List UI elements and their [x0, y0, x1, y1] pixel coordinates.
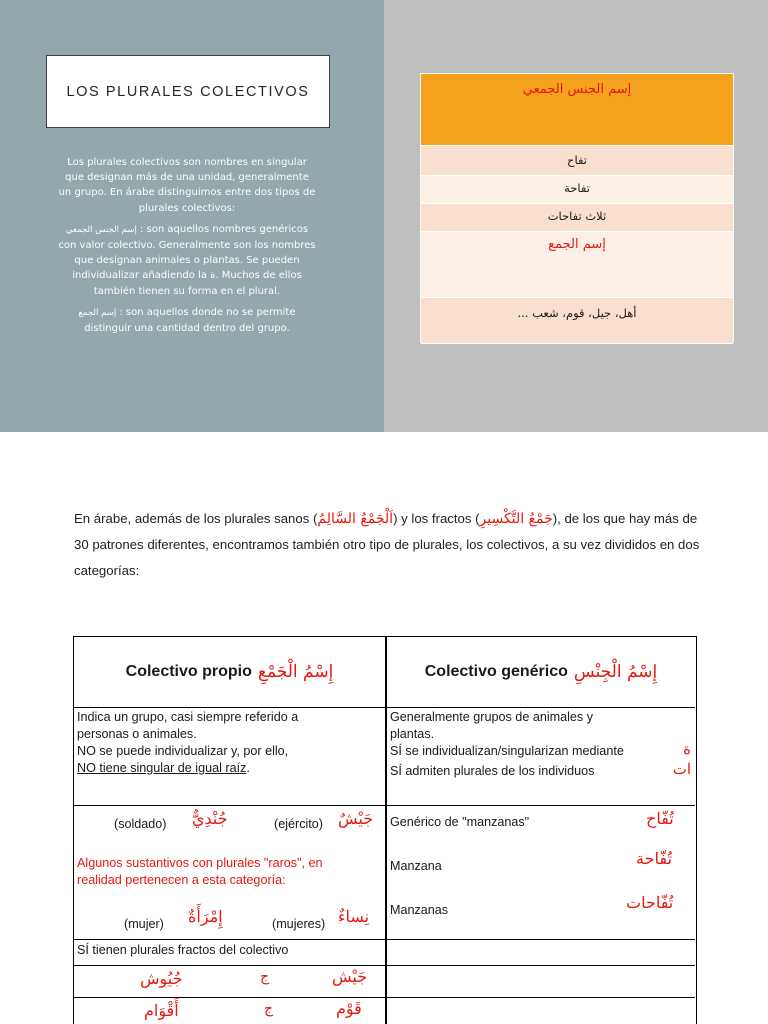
left-desc-line: personas o animales. — [77, 727, 197, 741]
label-mujer: (mujer) — [124, 917, 164, 931]
term-ism-jins: إسم الجنس الجمعي — [65, 224, 137, 235]
label-manzanas: Manzanas — [390, 903, 449, 917]
slide-paragraph-3 — [58, 305, 316, 336]
arabic-jaysh: جَيْش — [332, 967, 368, 986]
fractos-row-label: SÍ tienen plurales fractos del colectivo — [77, 943, 289, 957]
intro-sano-arabic: اَلْجَمْعُ السَّالِمُ — [317, 511, 394, 527]
right-desc-line: plantas. — [390, 727, 435, 741]
left-desc-line — [77, 760, 382, 777]
intro-part-2: ) y los fractos ( — [393, 511, 480, 526]
at-plural-suffix: ات — [672, 760, 691, 778]
jam-separator: ج — [264, 1001, 274, 1017]
right-desc-line — [390, 740, 693, 760]
left-desc-period: . — [246, 761, 250, 775]
table-divider — [74, 965, 695, 966]
arabic-qawm: قَوْم — [336, 999, 362, 1018]
slide-left-panel — [0, 0, 384, 432]
intro-fracto-arabic: جَمْعُ التَّكْسِيرِ — [479, 511, 553, 527]
arabic-mujeres: نِساءٌ — [338, 907, 370, 926]
label-manzana: Manzana — [390, 859, 442, 873]
label-ejercito: (ejército) — [274, 817, 323, 831]
arabic-soldado: جُنْدِيٌّ — [192, 809, 228, 828]
arabic-juyush: جُيُوش — [140, 969, 183, 988]
slide-table-row-4: إسم الجمع — [421, 232, 733, 298]
header-colectivo-generico-label: Colectivo genérico — [424, 663, 568, 680]
right-desc-text: SÍ admiten plurales de los individuos — [390, 764, 595, 778]
ta-marbuta-suffix: ة — [683, 740, 691, 758]
raros-line: Algunos sustantivos con plurales "raros", en — [77, 856, 323, 870]
slide-table-row-2: تفاحة — [421, 176, 733, 204]
table-divider — [74, 997, 695, 998]
jam-separator: ج — [260, 969, 270, 985]
right-desc-text: SÍ se individualizan/singularizan mediante — [390, 744, 624, 758]
table-divider — [74, 707, 695, 708]
slide-table-row-1: تفاح — [421, 146, 733, 176]
raros-note — [77, 855, 382, 889]
raros-line: realidad pertenecen a esta categoría: — [77, 873, 286, 887]
slide-table-header: إسم الجنس الجمعي — [421, 74, 733, 146]
arabic-mujer: إِمْرَأَةٌ — [188, 907, 223, 926]
header-colectivo-propio-arabic: إِسْمُ الْجَمْعِ — [257, 662, 334, 682]
left-desc-line: NO se puede individualizar y, por ello, — [77, 744, 289, 758]
slide-paragraph-3-text: : son aquellos donde no se permite distinguir una cantidad dentro del grupo. — [84, 306, 296, 335]
arabic-aqwam: أَقْوَام — [144, 1001, 179, 1020]
header-colectivo-generico-arabic: إِسْمُ الْجِنْسِ — [573, 662, 658, 682]
left-description — [77, 709, 382, 777]
right-desc-line: Generalmente grupos de animales y — [390, 710, 594, 724]
label-mujeres: (mujeres) — [272, 917, 326, 931]
header-colectivo-propio — [74, 637, 385, 707]
left-desc-line: Indica un grupo, casi siempre referido a — [77, 710, 299, 724]
slide-paragraph-2 — [58, 222, 316, 299]
slide-table-row-5: أهل، جيل، قوم، شعب ... — [421, 298, 733, 344]
slide-table — [420, 73, 734, 343]
collective-table — [73, 636, 697, 1024]
table-divider — [74, 805, 695, 806]
slide-paragraph-2-text: : son aquellos nombres genéricos con valor colectivo. Generalmente son los nombres que designan animales o plantas. Se pueden individualizar añadiendo la ة. Muchos de ellos también tienen su forma en el plural. — [58, 223, 316, 297]
label-generico-manzanas: Genérico de "manzanas" — [390, 815, 530, 829]
slide-table-row-3: ثلاث تفاحات — [421, 204, 733, 232]
right-description — [390, 709, 693, 780]
slide-title-box — [46, 55, 330, 128]
slide-title: LOS PLURALES COLECTIVOS — [66, 83, 310, 100]
intro-part-3: ), de los que hay más de 30 patrones diferentes, encontramos también otro tipo de plurales, los colectivos, a su vez divididos en dos categorías: — [74, 511, 700, 578]
intro-paragraph — [74, 506, 704, 584]
header-colectivo-propio-label: Colectivo propio — [125, 663, 252, 680]
arabic-tuffahat: تُفّاحات — [626, 893, 674, 912]
arabic-tuffaha: تُفّاحة — [636, 849, 672, 868]
slide-paragraph-1: Los plurales colectivos son nombres en singular que designan más de una unidad, generalmente un grupo. En árabe distinguimos entre dos tipos de plurales colectivos: — [58, 157, 316, 214]
label-soldado: (soldado) — [114, 817, 167, 831]
slide-body — [58, 155, 316, 342]
header-colectivo-generico — [387, 637, 695, 707]
right-desc-line — [390, 760, 693, 780]
slide — [0, 0, 768, 432]
intro-part-1: En árabe, además de los plurales sanos ( — [74, 511, 318, 526]
arabic-tuffah: تُفّاح — [646, 809, 674, 828]
arabic-ejercito: جَيْشٌ — [338, 809, 374, 828]
term-ism-jam: إسم الجمع — [78, 307, 117, 318]
left-desc-underlined: NO tiene singular de igual raíz — [77, 761, 247, 775]
table-divider — [74, 939, 695, 940]
